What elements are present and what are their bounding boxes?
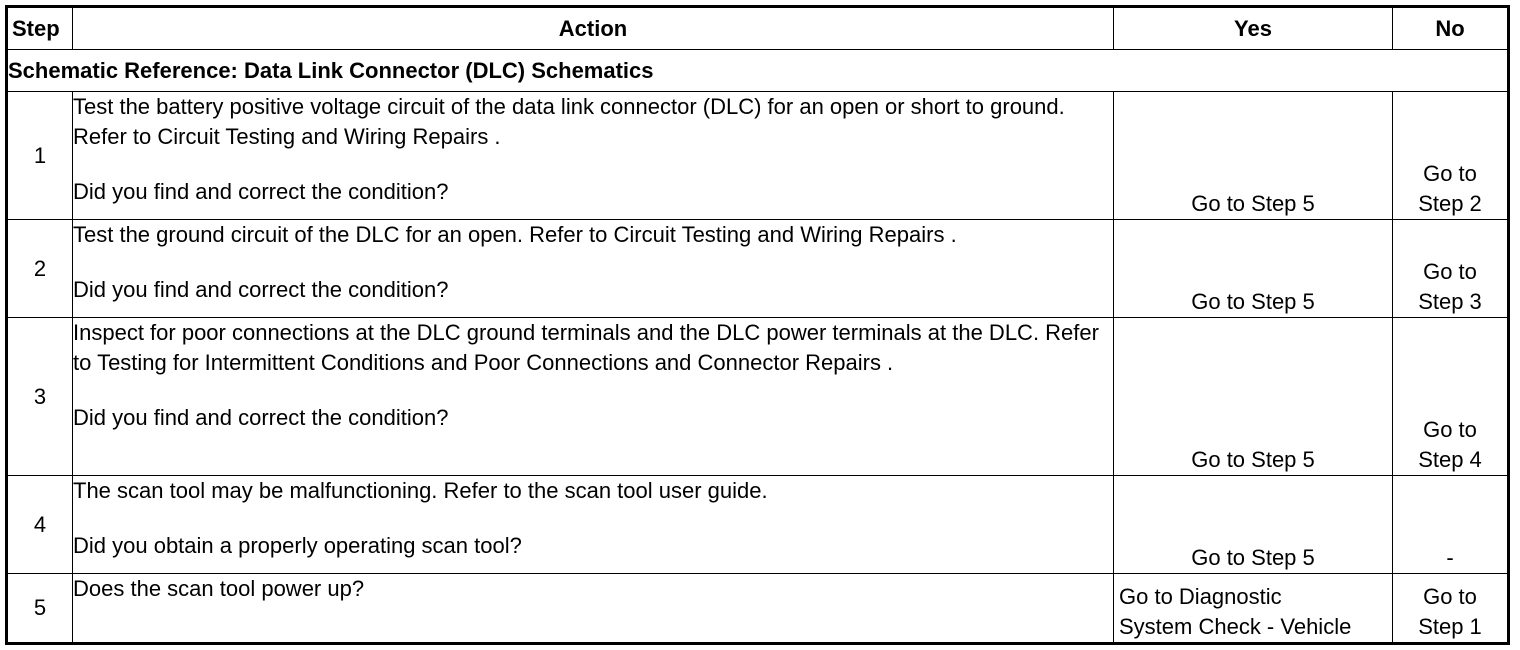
no-result: Go to Step 4	[1393, 318, 1509, 476]
no-result: -	[1393, 476, 1509, 574]
action-cell	[73, 92, 1114, 220]
action-description: Test the battery positive voltage circuit of the data link connector (DLC) for an open or short to ground. Refer to Circuit Testing and Wiring Repairs .	[73, 94, 1065, 149]
header-no: No	[1393, 7, 1509, 50]
yes-result: Go to Diagnostic System Check - Vehicle	[1114, 574, 1393, 644]
action-description: Test the ground circuit of the DLC for an open. Refer to Circuit Testing and Wiring Repairs .	[73, 222, 957, 247]
yes-result: Go to Step 5	[1114, 92, 1393, 220]
yes-result: Go to Step 5	[1114, 220, 1393, 318]
diagnostic-table	[5, 5, 1510, 645]
step-number: 2	[7, 220, 73, 318]
schematic-reference-row	[7, 50, 1509, 92]
step-number: 1	[7, 92, 73, 220]
header-yes: Yes	[1114, 7, 1393, 50]
table-row	[7, 476, 1509, 574]
action-cell	[73, 318, 1114, 476]
table-row	[7, 92, 1509, 220]
action-cell	[73, 220, 1114, 318]
action-question: Did you obtain a properly operating scan tool?	[73, 533, 522, 558]
action-description: Does the scan tool power up?	[73, 576, 365, 601]
table-row	[7, 318, 1509, 476]
action-description: The scan tool may be malfunctioning. Refer to the scan tool user guide.	[73, 478, 768, 503]
header-row	[7, 7, 1509, 50]
step-number: 5	[7, 574, 73, 644]
action-question: Did you find and correct the condition?	[73, 405, 449, 430]
yes-result: Go to Step 5	[1114, 318, 1393, 476]
action-cell	[73, 476, 1114, 574]
step-number: 4	[7, 476, 73, 574]
header-action: Action	[73, 7, 1114, 50]
no-result: Go to Step 3	[1393, 220, 1509, 318]
action-cell	[73, 574, 1114, 644]
header-step: Step	[7, 7, 73, 50]
table-row	[7, 574, 1509, 644]
table-row	[7, 220, 1509, 318]
no-result: Go to Step 1	[1393, 574, 1509, 644]
action-question: Did you find and correct the condition?	[73, 179, 449, 204]
action-question: Did you find and correct the condition?	[73, 277, 449, 302]
yes-result: Go to Step 5	[1114, 476, 1393, 574]
step-number: 3	[7, 318, 73, 476]
action-description: Inspect for poor connections at the DLC ground terminals and the DLC power terminals at the DLC. Refer to Testing for Intermittent Conditions and Poor Connections and Connector Repairs .	[73, 320, 1099, 375]
schematic-reference: Schematic Reference: Data Link Connector (DLC) Schematics	[7, 50, 1509, 92]
no-result: Go to Step 2	[1393, 92, 1509, 220]
